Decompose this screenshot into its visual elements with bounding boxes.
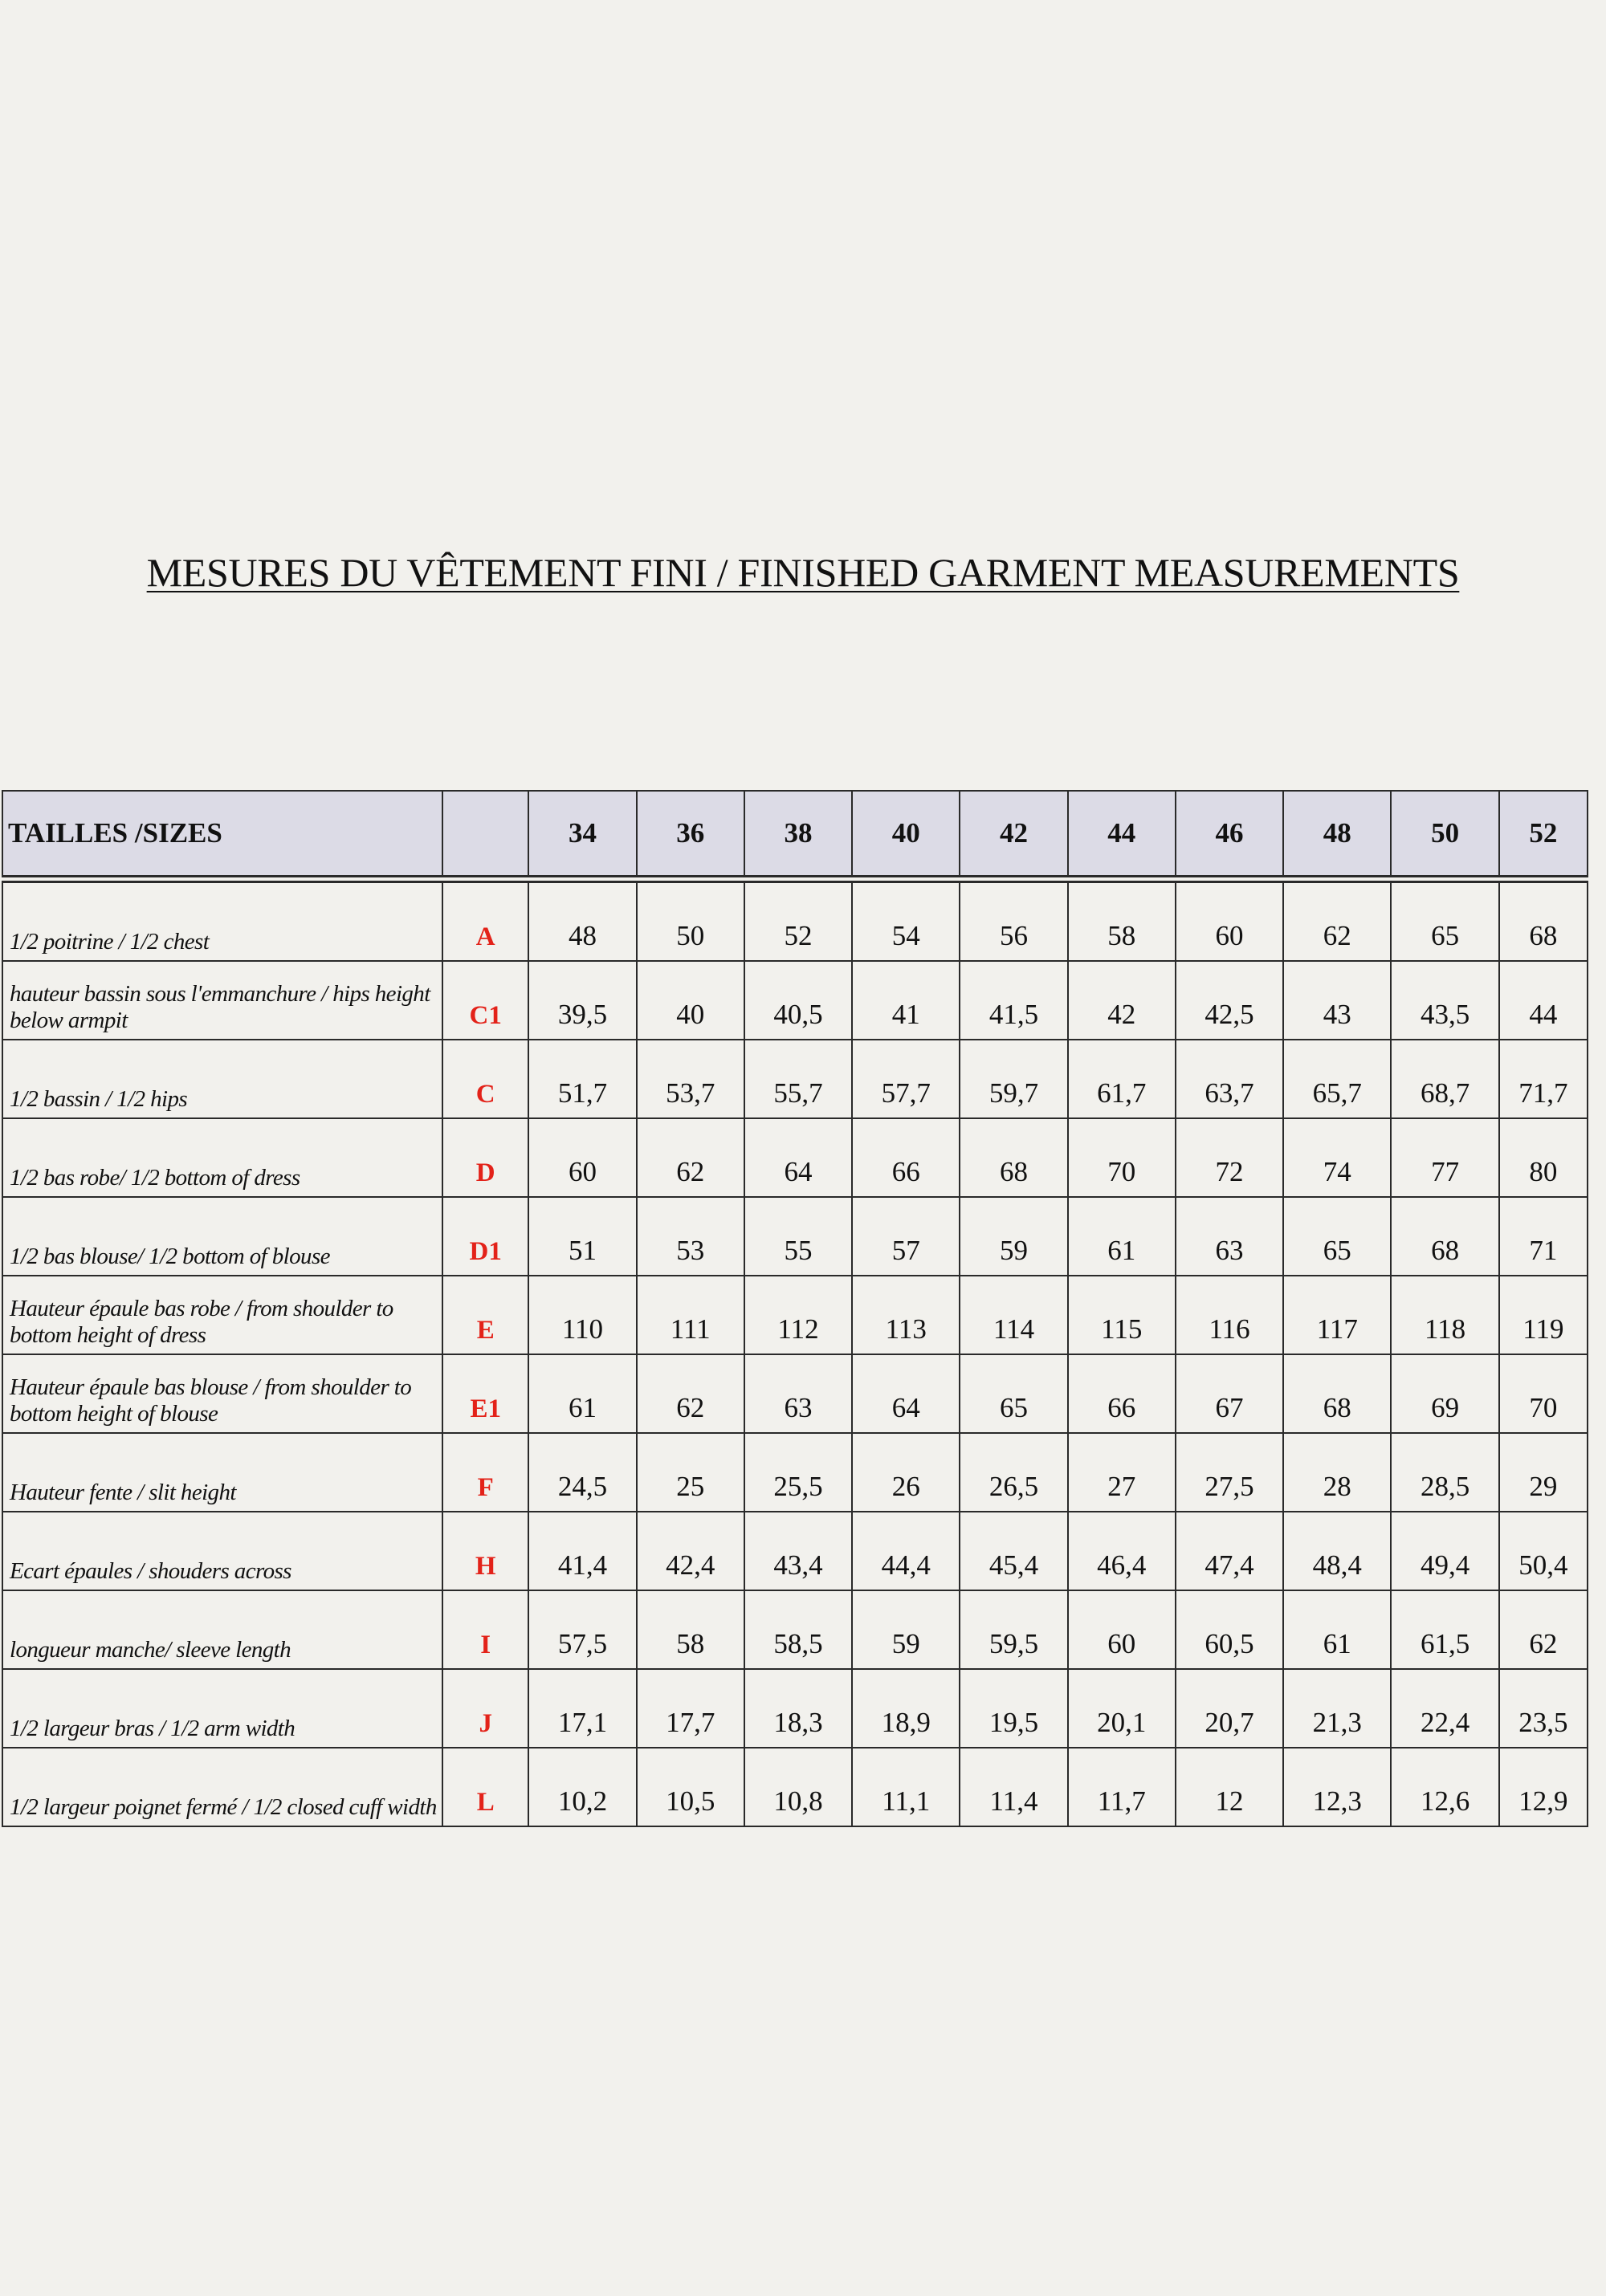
- measurement-value: 114: [960, 1276, 1067, 1354]
- measurement-value: 40,5: [744, 961, 852, 1040]
- measurement-value: 118: [1391, 1276, 1498, 1354]
- measurement-value: 65,7: [1283, 1040, 1391, 1118]
- measurement-value: 52: [744, 879, 852, 961]
- measurement-value: 61: [1068, 1197, 1176, 1276]
- measurement-value: 26,5: [960, 1433, 1067, 1512]
- table-row: [2, 1040, 1588, 1118]
- measurement-value: 49,4: [1391, 1512, 1498, 1590]
- measurement-value: 60,5: [1176, 1590, 1283, 1669]
- measurement-code: H: [442, 1512, 528, 1590]
- measurement-value: 28,5: [1391, 1433, 1498, 1512]
- measurement-value: 63,7: [1176, 1040, 1283, 1118]
- measurement-value: 57: [852, 1197, 960, 1276]
- table-row: [2, 1512, 1588, 1590]
- measurement-label: Hauteur épaule bas robe / from shoulder to bottom height of dress: [2, 1276, 442, 1354]
- measurement-value: 69: [1391, 1354, 1498, 1433]
- table-row: [2, 1354, 1588, 1433]
- measurement-value: 68: [1391, 1197, 1498, 1276]
- measurement-value: 42: [1068, 961, 1176, 1040]
- table-row: [2, 1197, 1588, 1276]
- measurement-code: C1: [442, 961, 528, 1040]
- measurement-value: 55,7: [744, 1040, 852, 1118]
- measurement-label: Ecart épaules / shouders across: [2, 1512, 442, 1590]
- measurement-value: 68: [1283, 1354, 1391, 1433]
- measurement-value: 44,4: [852, 1512, 960, 1590]
- size-header: 34: [528, 791, 636, 879]
- measurement-label: Hauteur fente / slit height: [2, 1433, 442, 1512]
- size-header: 42: [960, 791, 1067, 879]
- measurement-value: 59: [960, 1197, 1067, 1276]
- size-header: 36: [637, 791, 744, 879]
- size-header: 40: [852, 791, 960, 879]
- measurement-value: 70: [1068, 1118, 1176, 1197]
- measurement-value: 23,5: [1499, 1669, 1588, 1748]
- measurement-value: 51: [528, 1197, 636, 1276]
- measurement-label: 1/2 bas blouse/ 1/2 bottom of blouse: [2, 1197, 442, 1276]
- measurement-label: longueur manche/ sleeve length: [2, 1590, 442, 1669]
- table-row: [2, 1118, 1588, 1197]
- measurement-value: 119: [1499, 1276, 1588, 1354]
- measurement-value: 64: [852, 1354, 960, 1433]
- measurement-value: 12,9: [1499, 1748, 1588, 1826]
- measurement-value: 41: [852, 961, 960, 1040]
- measurement-code: C: [442, 1040, 528, 1118]
- measurement-value: 77: [1391, 1118, 1498, 1197]
- measurement-value: 61,5: [1391, 1590, 1498, 1669]
- measurement-value: 112: [744, 1276, 852, 1354]
- measurement-value: 58,5: [744, 1590, 852, 1669]
- measurement-value: 12: [1176, 1748, 1283, 1826]
- measurement-value: 43,5: [1391, 961, 1498, 1040]
- measurement-value: 11,4: [960, 1748, 1067, 1826]
- measurement-value: 50: [637, 879, 744, 961]
- measurement-label: 1/2 largeur poignet fermé / 1/2 closed cuff width: [2, 1748, 442, 1826]
- size-header: 38: [744, 791, 852, 879]
- measurement-value: 50,4: [1499, 1512, 1588, 1590]
- measurement-value: 57,5: [528, 1590, 636, 1669]
- size-header: 44: [1068, 791, 1176, 879]
- measurement-value: 63: [1176, 1197, 1283, 1276]
- measurement-value: 11,1: [852, 1748, 960, 1826]
- measurement-value: 65: [1391, 879, 1498, 961]
- measurement-value: 41,4: [528, 1512, 636, 1590]
- measurement-value: 67: [1176, 1354, 1283, 1433]
- code-header-cell: [442, 791, 528, 879]
- measurement-value: 56: [960, 879, 1067, 961]
- measurement-value: 18,3: [744, 1669, 852, 1748]
- measurement-value: 116: [1176, 1276, 1283, 1354]
- measurement-value: 57,7: [852, 1040, 960, 1118]
- measurement-value: 111: [637, 1276, 744, 1354]
- table-row: [2, 961, 1588, 1040]
- measurement-value: 63: [744, 1354, 852, 1433]
- measurement-value: 62: [637, 1118, 744, 1197]
- measurement-value: 21,3: [1283, 1669, 1391, 1748]
- size-header: 50: [1391, 791, 1498, 879]
- measurement-value: 59,7: [960, 1040, 1067, 1118]
- measurement-value: 45,4: [960, 1512, 1067, 1590]
- measurement-value: 68: [960, 1118, 1067, 1197]
- measurement-label: 1/2 poitrine / 1/2 chest: [2, 879, 442, 961]
- measurement-value: 64: [744, 1118, 852, 1197]
- measurement-value: 46,4: [1068, 1512, 1176, 1590]
- table-row: [2, 1590, 1588, 1669]
- measurement-label: 1/2 bassin / 1/2 hips: [2, 1040, 442, 1118]
- measurements-table: [2, 790, 1588, 1827]
- measurement-value: 65: [960, 1354, 1067, 1433]
- measurement-value: 51,7: [528, 1040, 636, 1118]
- measurement-value: 26: [852, 1433, 960, 1512]
- measurement-value: 40: [637, 961, 744, 1040]
- measurement-value: 27: [1068, 1433, 1176, 1512]
- measurement-value: 11,7: [1068, 1748, 1176, 1826]
- measurement-value: 66: [852, 1118, 960, 1197]
- measurement-value: 71: [1499, 1197, 1588, 1276]
- measurement-value: 61,7: [1068, 1040, 1176, 1118]
- measurement-value: 60: [1176, 879, 1283, 961]
- measurement-value: 22,4: [1391, 1669, 1498, 1748]
- measurement-value: 113: [852, 1276, 960, 1354]
- table-row: [2, 879, 1588, 961]
- measurement-value: 65: [1283, 1197, 1391, 1276]
- measurement-value: 74: [1283, 1118, 1391, 1197]
- measurement-value: 12,3: [1283, 1748, 1391, 1826]
- measurement-code: I: [442, 1590, 528, 1669]
- measurement-value: 42,5: [1176, 961, 1283, 1040]
- measurement-value: 28: [1283, 1433, 1391, 1512]
- size-header: 46: [1176, 791, 1283, 879]
- measurement-value: 70: [1499, 1354, 1588, 1433]
- measurement-value: 20,1: [1068, 1669, 1176, 1748]
- measurement-value: 53,7: [637, 1040, 744, 1118]
- measurement-value: 54: [852, 879, 960, 961]
- measurement-value: 117: [1283, 1276, 1391, 1354]
- page-title: MESURES DU VÊTEMENT FINI / FINISHED GARMENT MEASUREMENTS: [146, 550, 1460, 595]
- measurement-value: 62: [1499, 1590, 1588, 1669]
- measurement-value: 24,5: [528, 1433, 636, 1512]
- measurement-value: 59: [852, 1590, 960, 1669]
- measurement-value: 19,5: [960, 1669, 1067, 1748]
- measurement-value: 10,5: [637, 1748, 744, 1826]
- measurement-label: hauteur bassin sous l'emmanchure / hips height below armpit: [2, 961, 442, 1040]
- measurement-value: 58: [1068, 879, 1176, 961]
- measurement-code: A: [442, 879, 528, 961]
- measurement-value: 47,4: [1176, 1512, 1283, 1590]
- measurement-value: 60: [1068, 1590, 1176, 1669]
- measurement-label: 1/2 bas robe/ 1/2 bottom of dress: [2, 1118, 442, 1197]
- measurement-value: 58: [637, 1590, 744, 1669]
- measurement-value: 61: [528, 1354, 636, 1433]
- measurement-value: 55: [744, 1197, 852, 1276]
- measurement-label: Hauteur épaule bas blouse / from shoulder to bottom height of blouse: [2, 1354, 442, 1433]
- measurement-value: 72: [1176, 1118, 1283, 1197]
- measurement-value: 43,4: [744, 1512, 852, 1590]
- measurement-value: 41,5: [960, 961, 1067, 1040]
- measurement-value: 43: [1283, 961, 1391, 1040]
- measurement-value: 25: [637, 1433, 744, 1512]
- measurement-label: 1/2 largeur bras / 1/2 arm width: [2, 1669, 442, 1748]
- measurement-code: J: [442, 1669, 528, 1748]
- measurement-code: D: [442, 1118, 528, 1197]
- measurement-value: 110: [528, 1276, 636, 1354]
- size-header: 48: [1283, 791, 1391, 879]
- measurement-value: 80: [1499, 1118, 1588, 1197]
- sizes-header-label: TAILLES /SIZES: [2, 791, 442, 879]
- measurement-value: 44: [1499, 961, 1588, 1040]
- measurement-value: 48,4: [1283, 1512, 1391, 1590]
- size-header: 52: [1499, 791, 1588, 879]
- measurement-code: E1: [442, 1354, 528, 1433]
- measurement-code: D1: [442, 1197, 528, 1276]
- measurement-value: 66: [1068, 1354, 1176, 1433]
- measurement-value: 68: [1499, 879, 1588, 961]
- measurement-value: 20,7: [1176, 1669, 1283, 1748]
- measurement-code: L: [442, 1748, 528, 1826]
- measurement-value: 25,5: [744, 1433, 852, 1512]
- measurement-value: 18,9: [852, 1669, 960, 1748]
- measurement-value: 53: [637, 1197, 744, 1276]
- measurement-value: 115: [1068, 1276, 1176, 1354]
- measurement-value: 17,1: [528, 1669, 636, 1748]
- measurement-code: F: [442, 1433, 528, 1512]
- measurement-value: 71,7: [1499, 1040, 1588, 1118]
- measurement-value: 59,5: [960, 1590, 1067, 1669]
- measurement-value: 48: [528, 879, 636, 961]
- measurement-value: 39,5: [528, 961, 636, 1040]
- table-row: [2, 1276, 1588, 1354]
- measurement-code: E: [442, 1276, 528, 1354]
- header-row: [2, 791, 1588, 879]
- measurement-value: 29: [1499, 1433, 1588, 1512]
- table-row: [2, 1433, 1588, 1512]
- measurement-value: 17,7: [637, 1669, 744, 1748]
- measurement-value: 10,8: [744, 1748, 852, 1826]
- measurement-value: 61: [1283, 1590, 1391, 1669]
- measurement-value: 27,5: [1176, 1433, 1283, 1512]
- measurement-value: 42,4: [637, 1512, 744, 1590]
- table-row: [2, 1669, 1588, 1748]
- measurement-value: 62: [1283, 879, 1391, 961]
- measurement-value: 62: [637, 1354, 744, 1433]
- measurement-value: 60: [528, 1118, 636, 1197]
- measurement-value: 10,2: [528, 1748, 636, 1826]
- measurement-value: 12,6: [1391, 1748, 1498, 1826]
- measurement-value: 68,7: [1391, 1040, 1498, 1118]
- table-row: [2, 1748, 1588, 1826]
